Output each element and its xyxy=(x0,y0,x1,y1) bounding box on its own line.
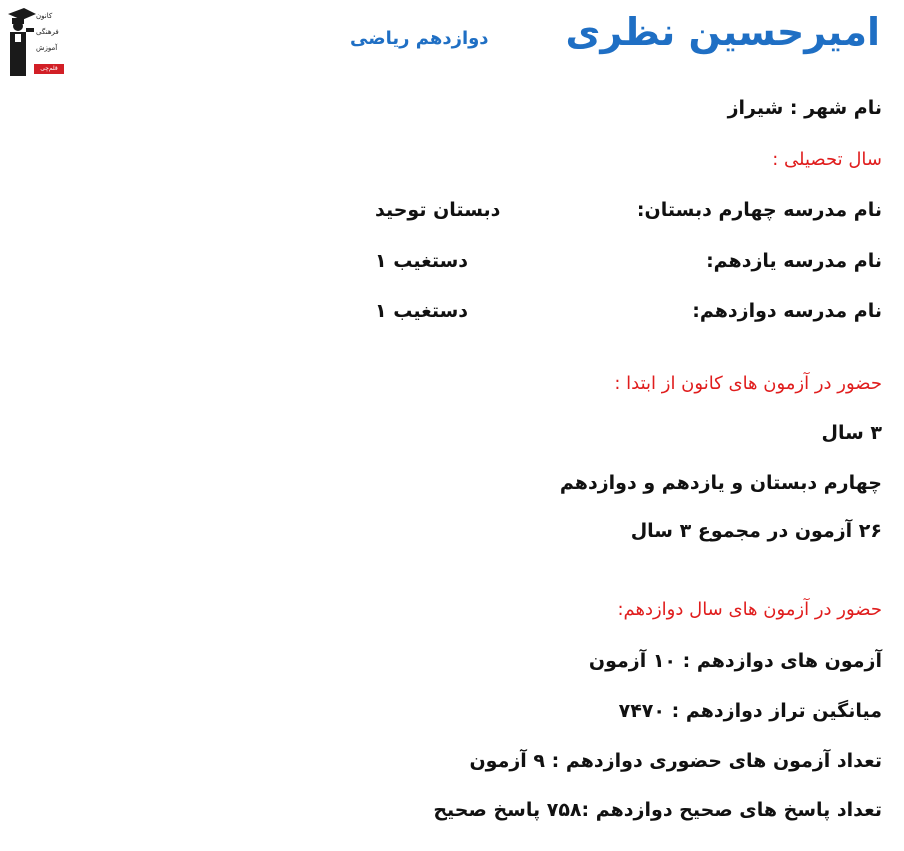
school-value-12th: دستغیب ۱ xyxy=(375,300,469,322)
student-name: امیرحسین نظری xyxy=(565,10,880,54)
academic-year-heading: سال تحصیلی : xyxy=(772,149,882,170)
attendance-grades: چهارم دبستان و یازدهم و دوازدهم xyxy=(559,472,882,494)
attendance-years: ۳ سال xyxy=(821,422,882,444)
grade-label: دوازدهم ریاضی xyxy=(350,28,489,49)
school-value-4th: دبستان توحید xyxy=(375,199,501,221)
graduate-figure-icon xyxy=(6,4,36,76)
grade12-average-score: میانگین تراز دوازدهم : ۷۴۷۰ xyxy=(618,700,882,722)
logo-text-2: فرهنگی xyxy=(36,28,59,36)
grade12-correct-answers: تعداد پاسخ های صحیح دوازدهم :۷۵۸ پاسخ صحیح xyxy=(433,799,882,821)
kanoon-logo xyxy=(6,4,68,76)
attendance-heading: حضور در آزمون های کانون از ابتدا : xyxy=(614,373,882,394)
school-value-11th: دستغیب ۱ xyxy=(375,250,469,272)
city-line: نام شهر : شیراز xyxy=(727,97,882,119)
school-label-4th: نام مدرسه چهارم دبستان: xyxy=(636,199,882,221)
school-label-12th: نام مدرسه دوازدهم: xyxy=(692,300,882,322)
school-label-11th: نام مدرسه یازدهم: xyxy=(706,250,882,272)
logo-tag: قلم‌چی xyxy=(34,64,64,74)
grade12-in-person-exams: تعداد آزمون های حضوری دوازدهم : ۹ آزمون xyxy=(469,750,882,772)
logo-text-1: کانون xyxy=(36,12,53,20)
logo-text-3: آموزش xyxy=(36,44,58,52)
attendance-total-exams: ۲۶ آزمون در مجموع ۳ سال xyxy=(630,520,882,542)
grade12-heading: حضور در آزمون های سال دوازدهم: xyxy=(617,599,882,620)
grade12-exam-count: آزمون های دوازدهم : ۱۰ آزمون xyxy=(588,650,882,672)
